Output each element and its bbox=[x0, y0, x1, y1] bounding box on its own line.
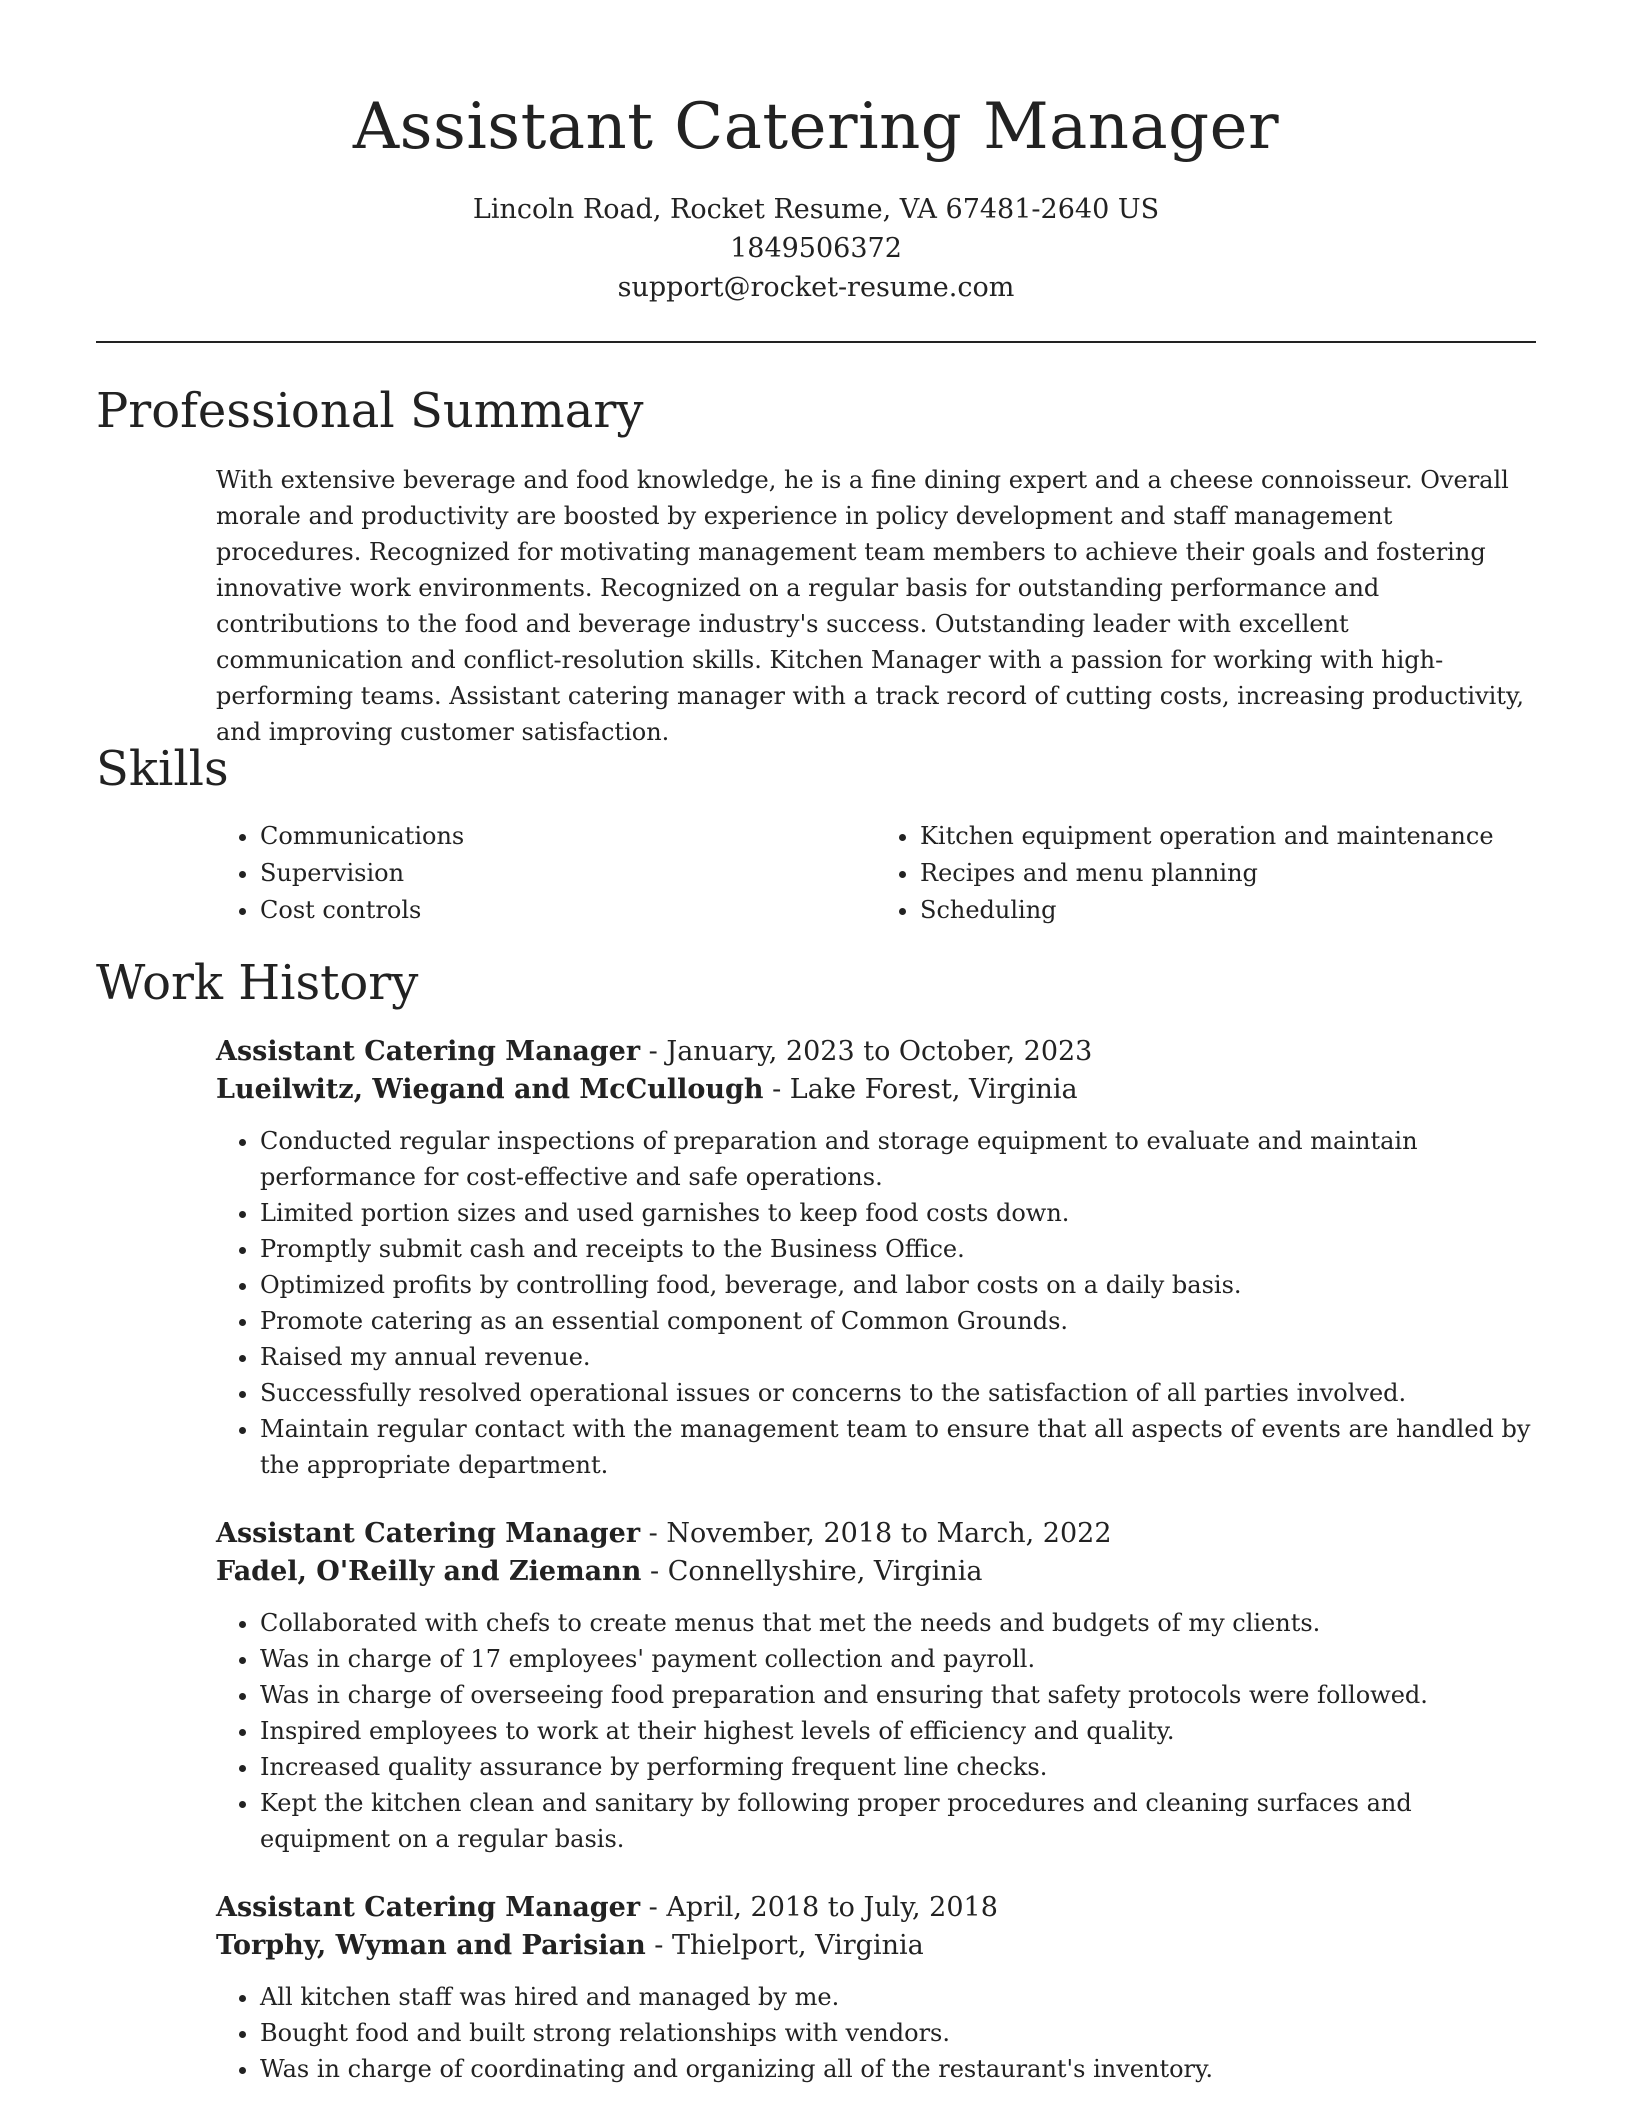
address: Lincoln Road, Rocket Resume, VA 67481-2640 US bbox=[472, 194, 1160, 225]
summary-text: With extensive beverage and food knowledge, he is a fine dining expert and a cheese connoisseur. Overall morale and productivity are boosted by experience in policy development and staff management procedures. Recognized for motivating management team members to achieve their goals and fostering innovative work environments. Recognized on a regular basis for outstanding performance and contributions to the food and beverage industry's success. Outstanding leader with excellent communication and conflict-resolution skills. Kitchen Manager with a passion for working with high-performing teams. Assistant catering manager with a track record of cutting costs, increasing productivity, and improving customer satisfaction. bbox=[216, 466, 1524, 746]
skills-list bbox=[216, 818, 1536, 929]
job-location: Lake Forest, Virginia bbox=[789, 1074, 1078, 1105]
skills-column-1 bbox=[216, 818, 876, 929]
job-company-line: Lueilwitz, Wiegand and McCullough - Lake Forest, Virginia bbox=[216, 1074, 1078, 1105]
job-company: Fadel, O'Reilly and Ziemann bbox=[216, 1556, 642, 1587]
job-entry bbox=[216, 1033, 1536, 1483]
header-divider bbox=[96, 341, 1536, 343]
job-bullet: • Collaborated with chefs to create menus that met the needs and budgets of my clients. bbox=[260, 1605, 1536, 1641]
job-bullets bbox=[216, 1123, 1536, 1483]
job-dates: November, 2018 to March, 2022 bbox=[666, 1518, 1112, 1549]
job-bullet: • Maintain regular contact with the management team to ensure that all aspects of events are handled by the appropriate department. bbox=[260, 1411, 1536, 1483]
job-bullet: • Conducted regular inspections of preparation and storage equipment to evaluate and maintain performance for cost-effective and safe operations. bbox=[260, 1123, 1536, 1195]
job-entry bbox=[216, 1515, 1536, 1857]
skill-item: • Communications bbox=[260, 818, 876, 855]
job-bullet: • Raised my annual revenue. bbox=[260, 1339, 1536, 1375]
job-location: Connellyshire, Virginia bbox=[667, 1556, 983, 1587]
job-bullet: • Limited portion sizes and used garnishes to keep food costs down. bbox=[260, 1195, 1536, 1231]
job-bullet: • Inspired employees to work at their highest levels of efficiency and quality. bbox=[260, 1713, 1536, 1749]
job-bullet: • Was in charge of overseeing food preparation and ensuring that safety protocols were followed. bbox=[260, 1677, 1536, 1713]
job-company-line: Torphy, Wyman and Parisian - Thielport, Virginia bbox=[216, 1930, 924, 1961]
candidate-name: Assistant Catering Manager bbox=[352, 90, 1280, 164]
job-entry bbox=[216, 1889, 1536, 2087]
skill-item: • Kitchen equipment operation and maintenance bbox=[920, 818, 1536, 855]
job-bullets bbox=[216, 1605, 1536, 1857]
skill-item: • Cost controls bbox=[260, 892, 876, 929]
work-history-heading: Work History bbox=[96, 955, 419, 1011]
job-bullet: • Promptly submit cash and receipts to the Business Office. bbox=[260, 1231, 1536, 1267]
job-bullet: • All kitchen staff was hired and managed by me. bbox=[260, 1979, 1536, 2015]
job-bullet: • Promote catering as an essential component of Common Grounds. bbox=[260, 1303, 1536, 1339]
job-role: Assistant Catering Manager bbox=[216, 1892, 641, 1923]
summary-heading: Professional Summary bbox=[96, 383, 644, 439]
job-bullet: • Was in charge of 17 employees' payment collection and payroll. bbox=[260, 1641, 1536, 1677]
job-role: Assistant Catering Manager bbox=[216, 1036, 641, 1067]
skills-heading: Skills bbox=[96, 741, 229, 797]
job-bullet: • Successfully resolved operational issues or concerns to the satisfaction of all parties involved. bbox=[260, 1375, 1536, 1411]
job-dates: January, 2023 to October, 2023 bbox=[666, 1036, 1093, 1067]
phone-number: 1849506372 bbox=[730, 233, 902, 264]
skill-item: • Recipes and menu planning bbox=[920, 855, 1536, 892]
job-company: Lueilwitz, Wiegand and McCullough bbox=[216, 1074, 764, 1105]
job-title-line: Assistant Catering Manager - November, 2018 to March, 2022 bbox=[216, 1518, 1112, 1549]
skill-item: • Supervision bbox=[260, 855, 876, 892]
job-bullet: • Was in charge of coordinating and organizing all of the restaurant's inventory. bbox=[260, 2051, 1536, 2087]
job-dates: April, 2018 to July, 2018 bbox=[666, 1892, 998, 1923]
email-address: support@rocket-resume.com bbox=[617, 272, 1015, 303]
job-company: Torphy, Wyman and Parisian bbox=[216, 1930, 646, 1961]
job-location: Thielport, Virginia bbox=[672, 1930, 924, 1961]
job-bullet: • Optimized profits by controlling food, beverage, and labor costs on a daily basis. bbox=[260, 1267, 1536, 1303]
job-bullets bbox=[216, 1979, 1536, 2087]
job-title-line: Assistant Catering Manager - January, 2023 to October, 2023 bbox=[216, 1036, 1093, 1067]
job-title-line: Assistant Catering Manager - April, 2018 to July, 2018 bbox=[216, 1892, 998, 1923]
skills-column-2 bbox=[876, 818, 1536, 929]
job-bullet: • Kept the kitchen clean and sanitary by following proper procedures and cleaning surfaces and equipment on a regular basis. bbox=[260, 1785, 1536, 1857]
resume-header bbox=[0, 82, 1632, 307]
job-company-line: Fadel, O'Reilly and Ziemann - Connellyshire, Virginia bbox=[216, 1556, 983, 1587]
job-role: Assistant Catering Manager bbox=[216, 1518, 641, 1549]
job-bullet: • Bought food and built strong relationships with vendors. bbox=[260, 2015, 1536, 2051]
skill-item: • Scheduling bbox=[920, 892, 1536, 929]
work-history-list bbox=[216, 1033, 1536, 2112]
job-bullet: • Increased quality assurance by performing frequent line checks. bbox=[260, 1749, 1536, 1785]
